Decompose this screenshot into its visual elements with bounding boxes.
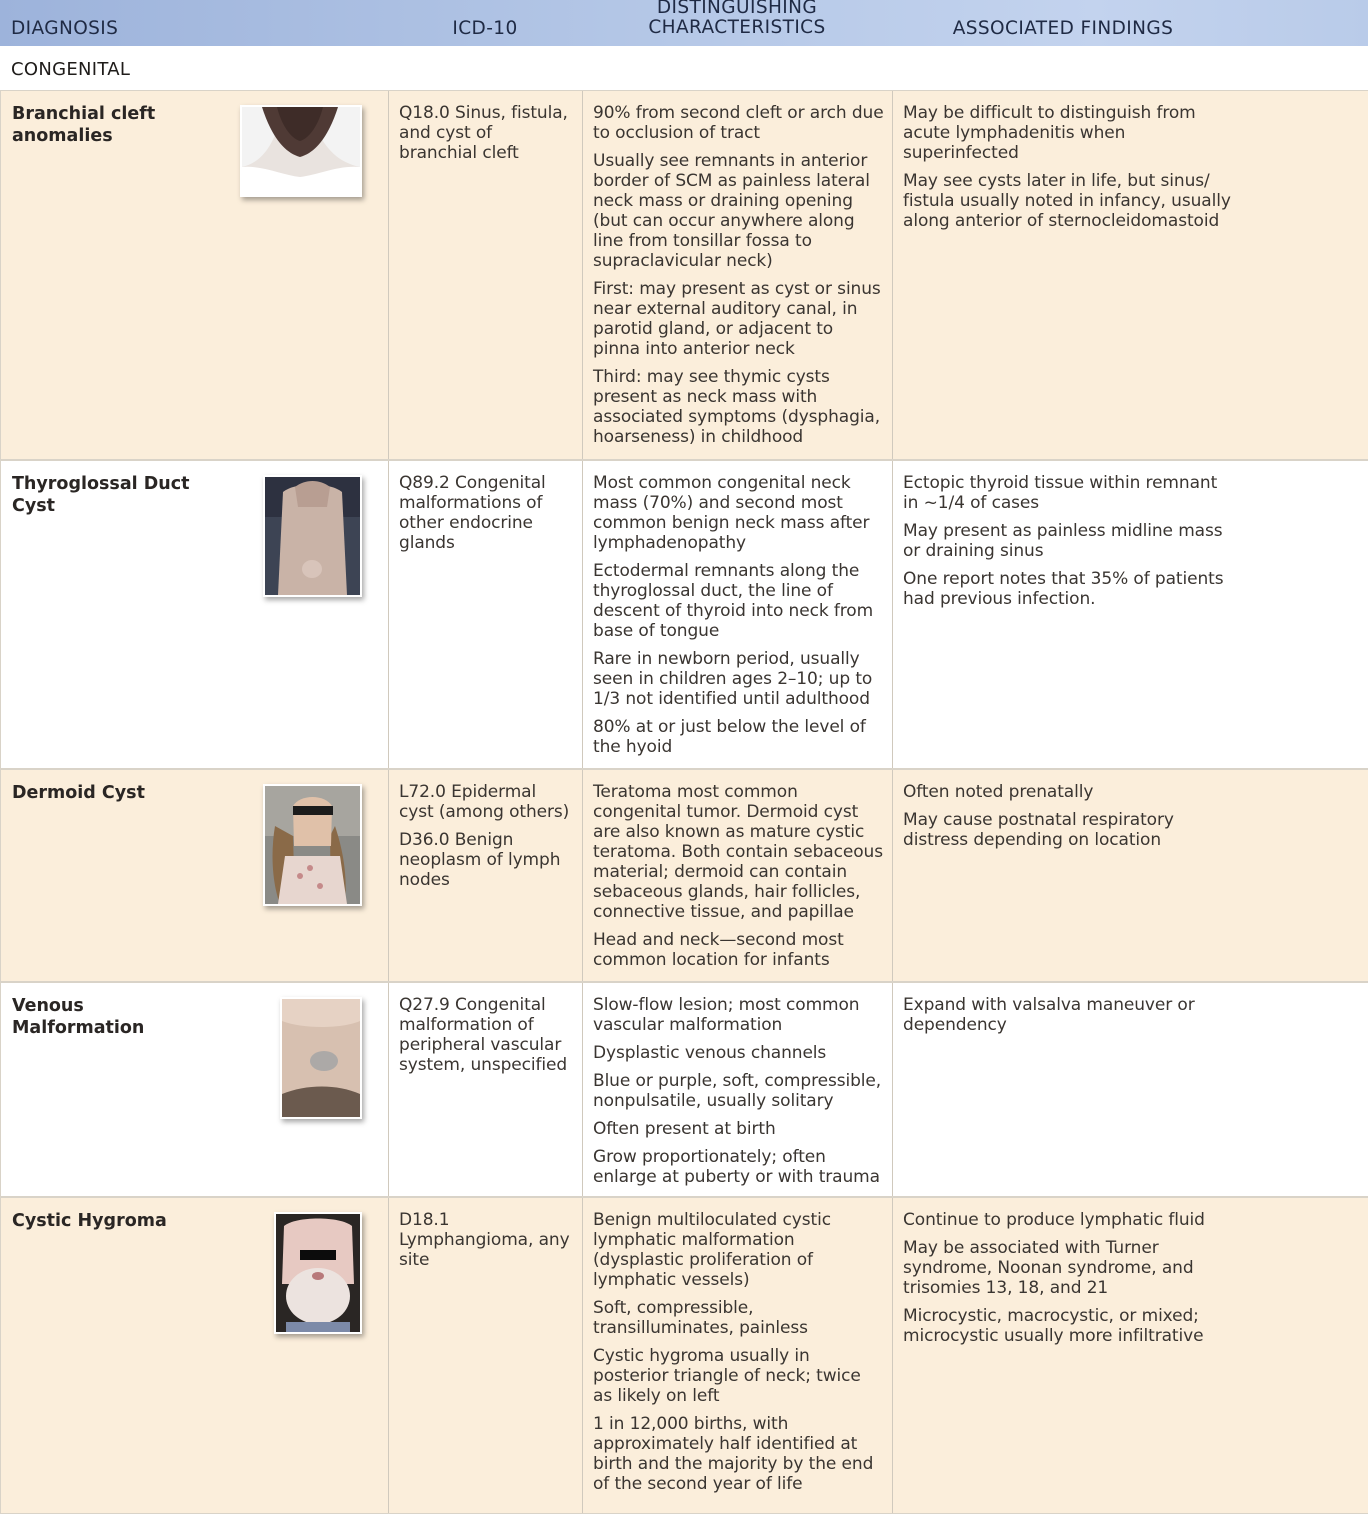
header-diagnosis: DIAGNOSIS <box>11 18 119 39</box>
table-header <box>0 0 1368 46</box>
clinical-photo <box>274 1212 362 1334</box>
clinical-photo <box>263 784 362 906</box>
distinguishing-item: Teratoma most common congenital tumor. Dermoid cyst are also known as mature cystic teratoma. Both contain sebaceous material; dermoid can contain sebaceous glands, hair follicles, connective tissue, and papillae <box>593 782 883 922</box>
distinguishing-item: Head and neck—second most common location for infants <box>593 930 844 970</box>
associated-cell <box>892 1198 1368 1513</box>
associated-item: May be associated with Turner syndrome, Noonan syndrome, and trisomies 13, 18, and 21 <box>903 1238 1194 1298</box>
distinguishing-item: Most common congenital neck mass (70%) and second most common benign neck mass after lymphadenopathy <box>593 473 870 553</box>
distinguishing-item: First: may present as cyst or sinus near external auditory canal, in parotid gland, or adjacent to pinna into anterior neck <box>593 279 881 359</box>
associated-item: May cause postnatal respiratory distress depending on location <box>903 810 1174 850</box>
icd-code: Q18.0 Sinus, fistula, and cyst of branchial cleft <box>399 103 568 163</box>
diagnosis-cell <box>0 91 388 459</box>
icd-code: D18.1 Lymphangioma, any site <box>399 1210 570 1270</box>
clinical-photo <box>263 475 362 597</box>
distinguishing-text <box>593 1210 884 1502</box>
distinguishing-item: Dysplastic venous channels <box>593 1043 827 1063</box>
distinguishing-cell <box>582 770 892 981</box>
distinguishing-cell <box>582 91 892 459</box>
icd-code: D36.0 Benign neoplasm of lymph nodes <box>399 830 561 890</box>
diagnosis-cell <box>0 983 388 1196</box>
associated-item: One report notes that 35% of patients had previous infection. <box>903 569 1224 609</box>
associated-text <box>903 473 1233 617</box>
diagnosis-name: Venous Malformation <box>12 996 145 1038</box>
icd-code: Q89.2 Congenital malformations of other endocrine glands <box>399 473 546 553</box>
table-row <box>0 460 1368 769</box>
icd-cell <box>388 770 582 981</box>
icd-code: Q27.9 Congenital malformation of peripheral vascular system, unspecified <box>399 995 568 1075</box>
clinical-photo <box>240 105 362 197</box>
header-icd10: ICD-10 <box>452 18 518 39</box>
icd-cell <box>388 1198 582 1513</box>
associated-item: Expand with valsalva maneuver or dependency <box>903 995 1195 1035</box>
associated-text <box>903 103 1233 239</box>
distinguishing-item: Grow proportionately; often enlarge at puberty or with trauma <box>593 1147 880 1187</box>
associated-item: May see cysts later in life, but sinus/ fistula usually noted in infancy, usually along anterior of sternocleidomastoid <box>903 171 1231 231</box>
table-row <box>0 1197 1368 1514</box>
distinguishing-item: 90% from second cleft or arch due to occlusion of tract <box>593 103 884 143</box>
icd-cell <box>388 983 582 1196</box>
distinguishing-item: 80% at or just below the level of the hyoid <box>593 717 866 757</box>
icd-code: L72.0 Epidermal cyst (among others) <box>399 782 570 822</box>
section-heading <box>0 46 1368 91</box>
associated-cell <box>892 770 1368 981</box>
distinguishing-item: Ectodermal remnants along the thyroglossal duct, the line of descent of thyroid into neck from base of tongue <box>593 561 874 641</box>
diagnosis-cell <box>0 770 388 981</box>
diagnosis-cell <box>0 1198 388 1513</box>
diagnosis-name: Thyroglossal Duct Cyst <box>12 474 190 516</box>
distinguishing-item: 1 in 12,000 births, with approximately half identified at birth and the majority by the end of the second year of life <box>593 1414 874 1494</box>
header-associated: ASSOCIATED FINDINGS <box>952 18 1174 39</box>
distinguishing-cell <box>582 1198 892 1513</box>
icd-text <box>399 473 574 561</box>
distinguishing-item: Usually see remnants in anterior border of SCM as painless lateral neck mass or draining opening (but can occur anywhere along line from tonsillar fossa to supraclavicular neck) <box>593 151 870 271</box>
section-label: CONGENITAL <box>11 59 131 80</box>
associated-item: Ectopic thyroid tissue within remnant in ~1/4 of cases <box>903 473 1218 513</box>
distinguishing-text <box>593 473 884 765</box>
header-distinguishing: DISTINGUISHING CHARACTERISTICS <box>648 0 826 38</box>
diagnosis-name: Branchial cleft anomalies <box>12 104 156 146</box>
associated-cell <box>892 983 1368 1196</box>
icd-cell <box>388 461 582 768</box>
associated-item: May be difficult to distinguish from acute lymphadenitis when superinfected <box>903 103 1196 163</box>
distinguishing-item: Rare in newborn period, usually seen in children ages 2–10; up to 1/3 not identified until adulthood <box>593 649 873 709</box>
table-row <box>0 90 1368 460</box>
diagnosis-cell <box>0 461 388 768</box>
distinguishing-item: Cystic hygroma usually in posterior triangle of neck; twice as likely on left <box>593 1346 861 1406</box>
associated-item: Continue to produce lymphatic fluid <box>903 1210 1205 1230</box>
icd-text <box>399 995 574 1083</box>
distinguishing-item: Blue or purple, soft, compressible, nonpulsatile, usually solitary <box>593 1071 882 1111</box>
distinguishing-text <box>593 782 884 978</box>
distinguishing-item: Benign multiloculated cystic lymphatic malformation (dysplastic proliferation of lymphatic vessels) <box>593 1210 831 1290</box>
associated-item: Microcystic, macrocystic, or mixed; microcystic usually more infiltrative <box>903 1306 1204 1346</box>
associated-cell <box>892 91 1368 459</box>
distinguishing-cell <box>582 461 892 768</box>
icd-text <box>399 1210 574 1278</box>
diagnosis-name: Cystic Hygroma <box>12 1211 167 1231</box>
icd-text <box>399 782 574 898</box>
associated-text <box>903 782 1233 858</box>
diagnosis-name: Dermoid Cyst <box>12 783 145 803</box>
distinguishing-text <box>593 103 884 455</box>
distinguishing-text <box>593 995 884 1195</box>
associated-text <box>903 995 1233 1043</box>
table-row <box>0 982 1368 1197</box>
icd-cell <box>388 91 582 459</box>
associated-text <box>903 1210 1233 1354</box>
associated-cell <box>892 461 1368 768</box>
table-row <box>0 769 1368 982</box>
associated-item: Often noted prenatally <box>903 782 1094 802</box>
distinguishing-cell <box>582 983 892 1196</box>
distinguishing-item: Slow-flow lesion; most common vascular malformation <box>593 995 860 1035</box>
clinical-photo <box>280 997 362 1119</box>
icd-text <box>399 103 574 171</box>
associated-item: May present as painless midline mass or draining sinus <box>903 521 1223 561</box>
distinguishing-item: Third: may see thymic cysts present as neck mass with associated symptoms (dysphagia, hoarseness) in childhood <box>593 367 881 447</box>
distinguishing-item: Soft, compressible, transilluminates, painless <box>593 1298 808 1338</box>
distinguishing-item: Often present at birth <box>593 1119 776 1139</box>
